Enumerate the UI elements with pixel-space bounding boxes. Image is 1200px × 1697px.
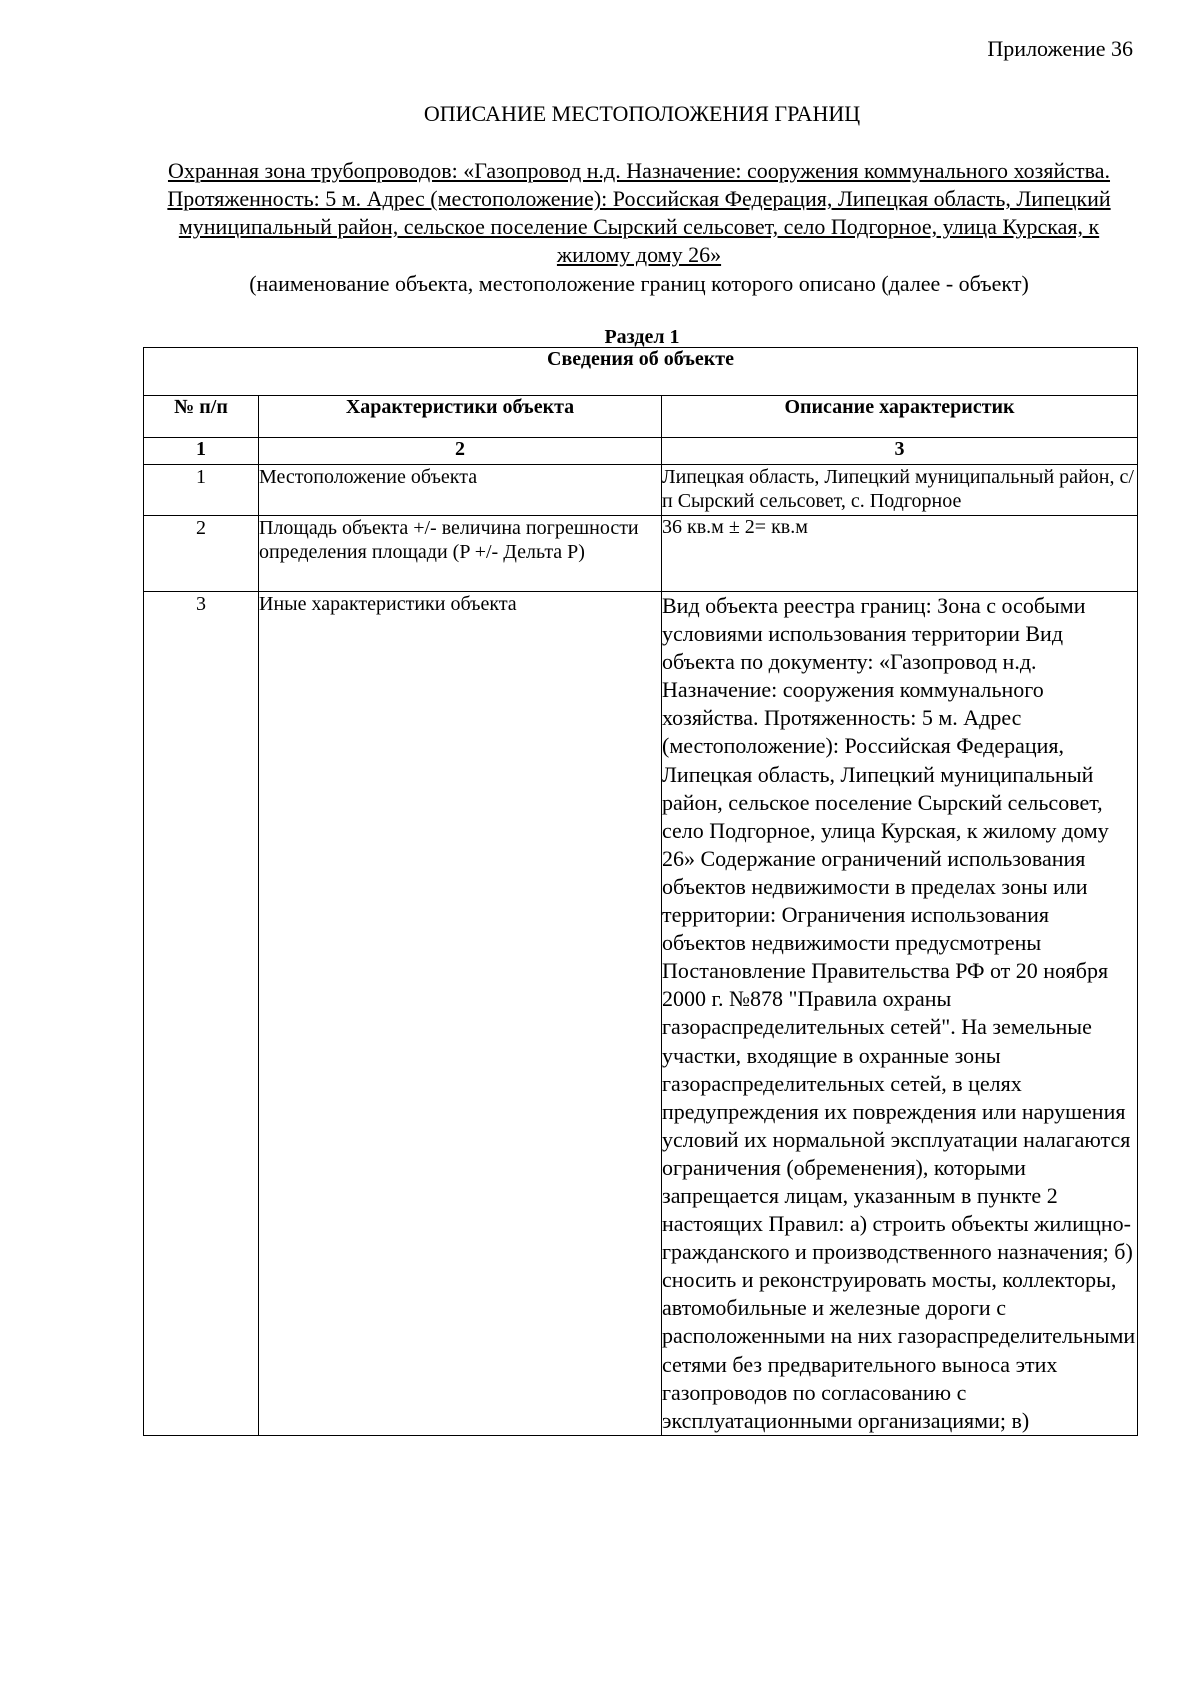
- table-row: [144, 465, 1138, 516]
- table-row: [144, 592, 1138, 1436]
- object-name-caption: (наименование объекта, местоположение границ которого описано (далее - объект): [249, 271, 1029, 296]
- object-info-table: [143, 347, 1138, 1436]
- row-number: 1: [144, 465, 259, 516]
- row-characteristic: Иные характеристики объекта: [259, 592, 662, 1436]
- row-description: 36 кв.м ± 2= кв.м: [662, 516, 1138, 592]
- row-characteristic: Местоположение объекта: [259, 465, 662, 516]
- section-label: Раздел 1: [604, 326, 680, 348]
- table-title: Сведения об объекте: [144, 348, 1138, 396]
- row-characteristic: Площадь объекта +/- величина погрешности определения площади (P +/- Дельта P): [259, 516, 662, 592]
- column-header-characteristic: Характеристики объекта: [259, 396, 662, 438]
- column-number: 3: [662, 438, 1138, 465]
- table-row: [144, 516, 1138, 592]
- row-number: 3: [144, 592, 259, 1436]
- row-description: Вид объекта реестра границ: Зона с особыми условиями использования территории Вид объекта по документу: «Газопровод н.д. Назначение: сооружения коммунального хозяйства. Протяженность: 5 м. Адрес (местоположение): Российская Федерация, Липецкая область, Липецкий муниципальный район, сельское поселение Сырский сельсовет, село Подгорное, улица Курская, к жилому дому 26» Содержание ограничений использования объектов недвижимости в пределах зоны или территории: Ограничения использования объектов недвижимости предусмотрены Постановление Правительства РФ от 20 ноября 2000 г. №878 "Правила охраны газораспределительных сетей". На земельные участки, входящие в охранные зоны газораспределительных сетей, в целях предупреждения их повреждения или нарушения условий их нормальной эксплуатации налагаются ограничения (обременения), которыми запрещается лицам, указанным в пункте 2 настоящих Правил: а) строить объекты жилищно-гражданского и производственного назначения; б) сносить и реконструировать мосты, коллекторы, автомобильные и железные дороги с расположенными на них газораспределительными сетями без предварительного выноса этих газопроводов по согласованию с эксплуатационными организациями; в): [662, 592, 1138, 1436]
- column-header-description: Описание характеристик: [662, 396, 1138, 438]
- column-header-number: № п/п: [144, 396, 259, 438]
- object-name: Охранная зона трубопроводов: «Газопровод н.д. Назначение: сооружения коммунального хозяйства. Протяженность: 5 м. Адрес (местоположение): Российская Федерация, Липецкая область, Липецкий муниципальный район, сельское поселение Сырский сельсовет, село Подгорное, улица Курская, к жилому дому 26»: [167, 158, 1111, 267]
- row-description: Липецкая область, Липецкий муниципальный район, с/п Сырский сельсовет, с. Подгорное: [662, 465, 1138, 516]
- row-number: 2: [144, 516, 259, 592]
- appendix-number: Приложение 36: [987, 36, 1133, 61]
- column-number: 2: [259, 438, 662, 465]
- document-title: ОПИСАНИЕ МЕСТОПОЛОЖЕНИЯ ГРАНИЦ: [423, 101, 861, 126]
- column-number: 1: [144, 438, 259, 465]
